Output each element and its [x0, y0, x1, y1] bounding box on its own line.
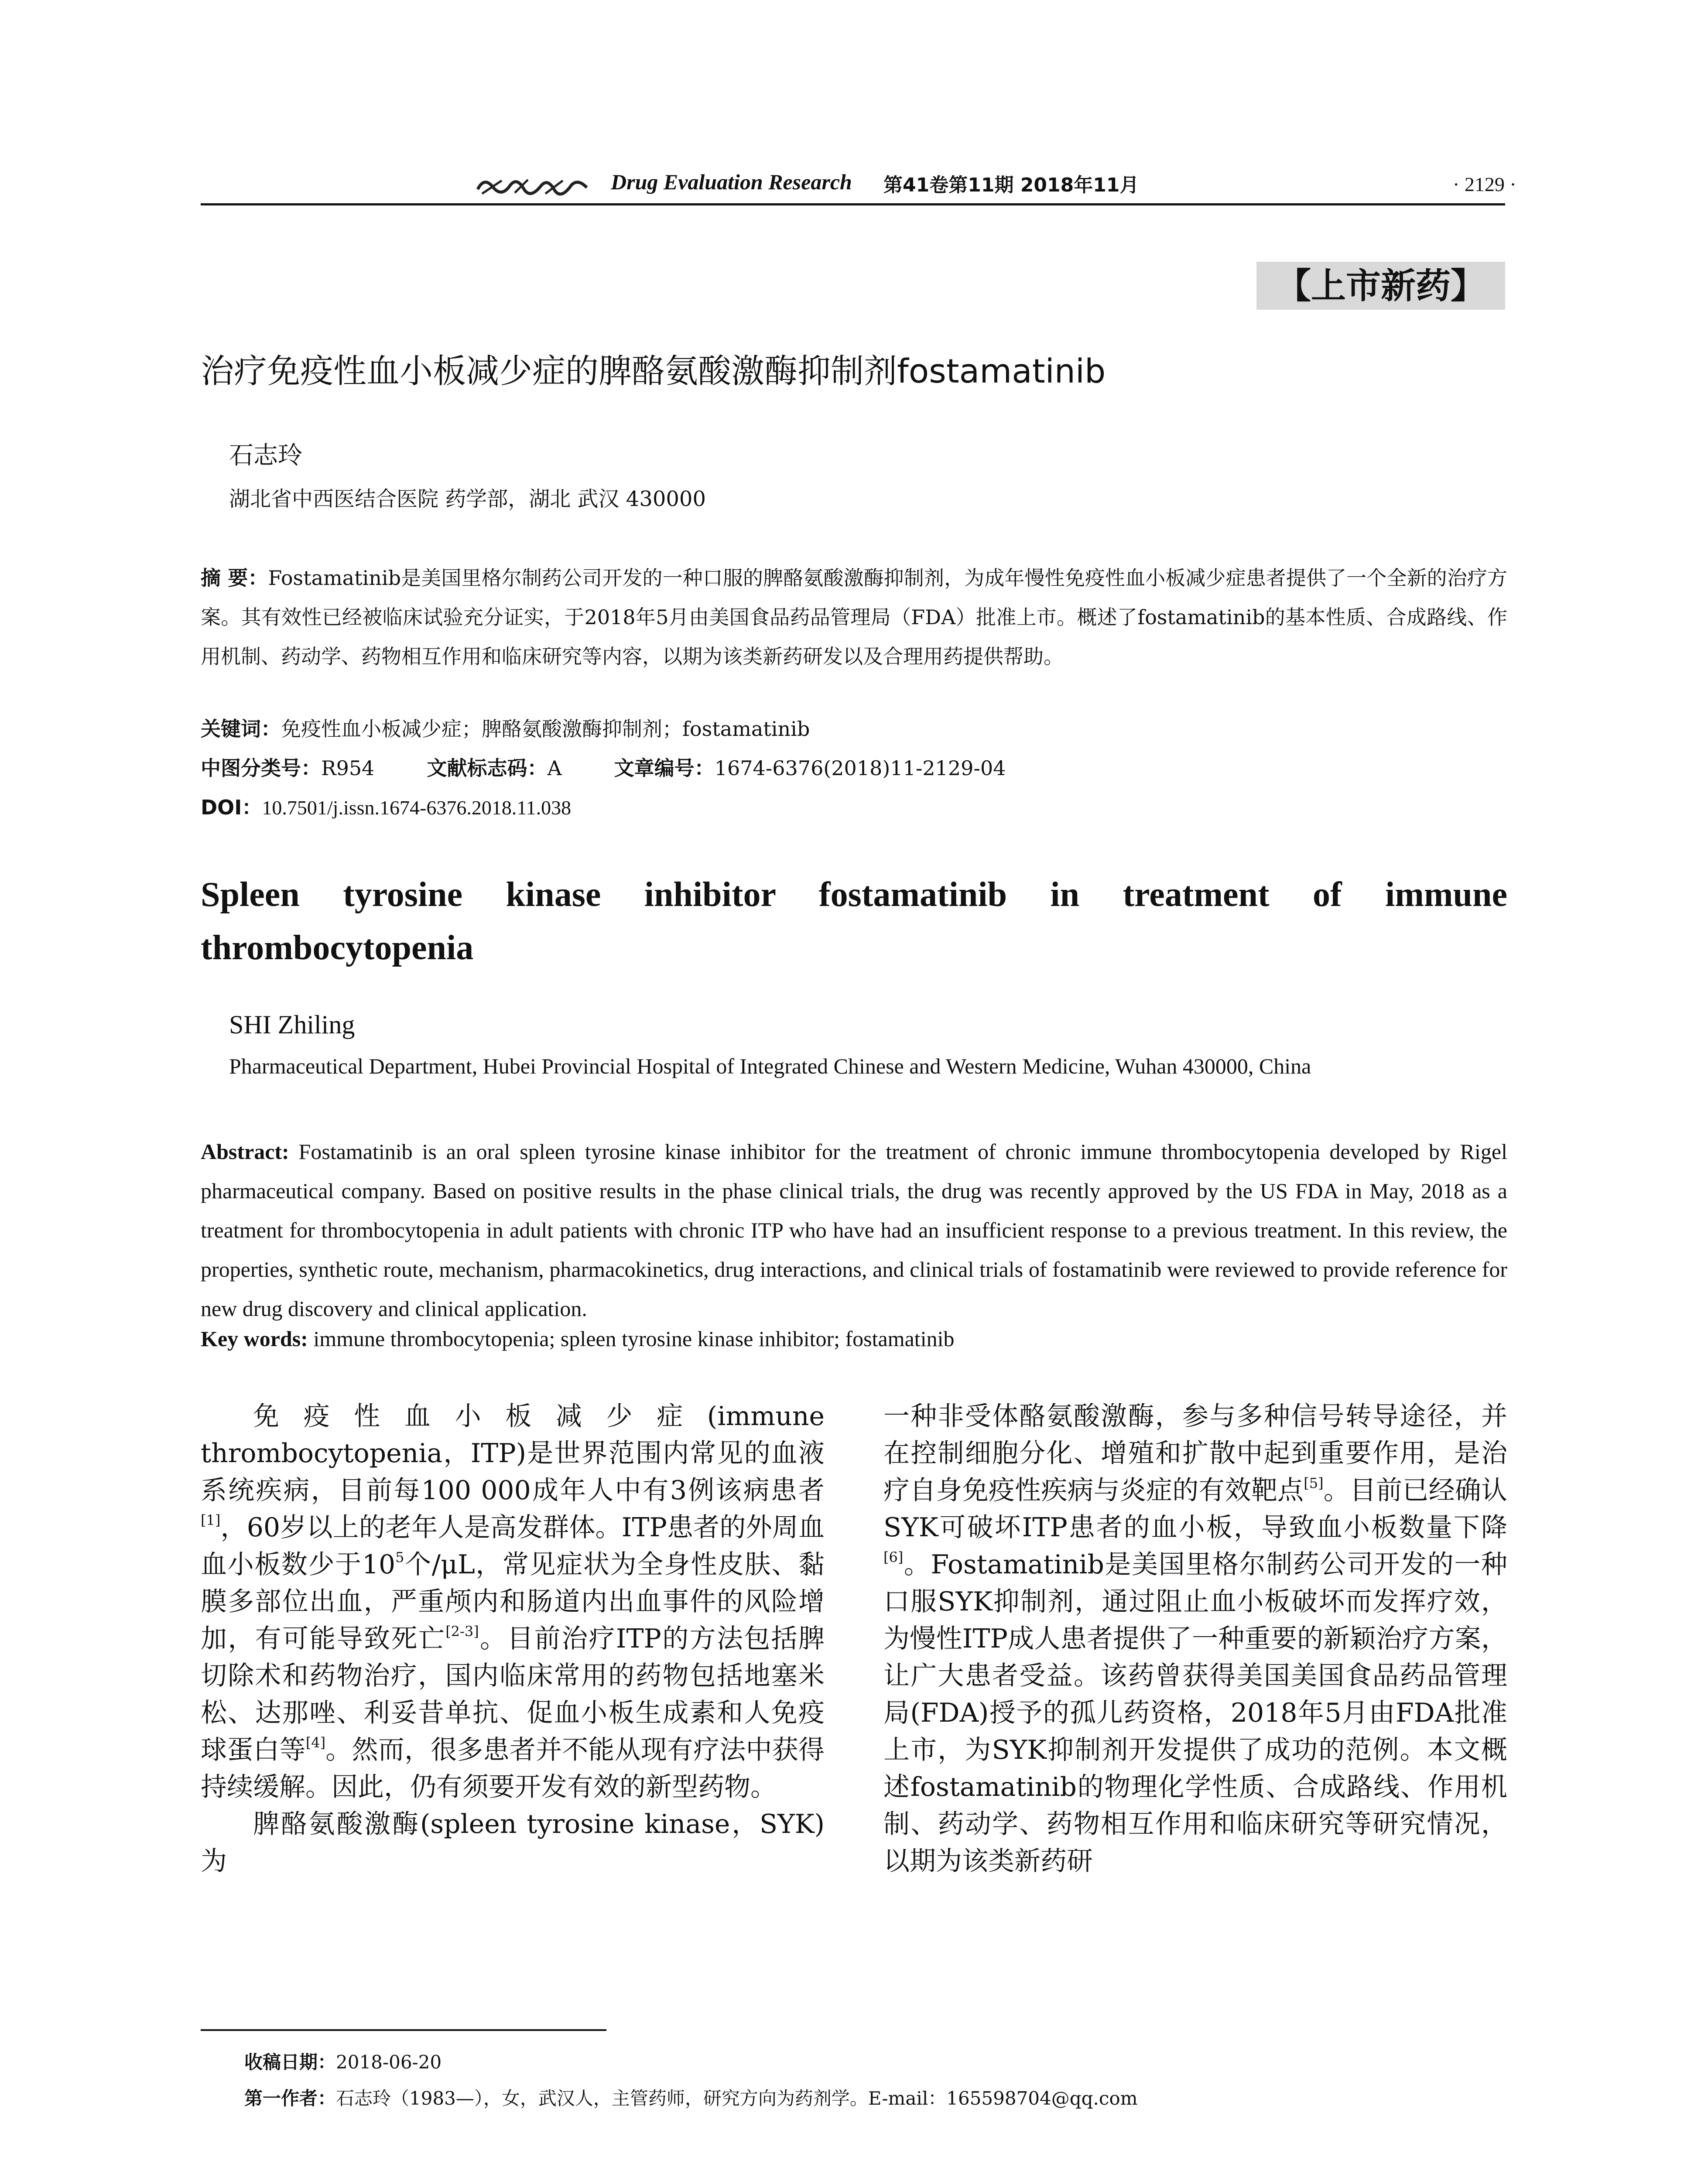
chinese-author: 石志玲: [229, 441, 302, 470]
chinese-affiliation: 湖北省中西医结合医院 药学部，湖北 武汉 430000: [229, 487, 706, 511]
abstract-text: Fostamatinib是美国里格尔制药公司开发的一种口服的脾酪氨酸激酶抑制剂，为成年慢性免疫性血小板减少症患者提供了一个全新的治疗方案。其有效性已经被临床试验充分证实，于2018年5月由美国食品药品管理局（FDA）批准上市。概述了fostamatinib的基本性质、合成路线、作用机制、药动学、药物相互作用和临床研究等内容，以期为该类新药研发以及合理用药提供帮助。: [201, 566, 1508, 668]
first-author-info: 石志玲（1983—），女，武汉人，主管药师，研究方向为药剂学。E-mail：165598704@qq.com: [336, 2088, 1138, 2109]
keywords-label: 关键词：: [201, 717, 281, 741]
first-author-label: 第一作者：: [244, 2088, 336, 2109]
en-keywords-label: Key words:: [201, 1326, 308, 1351]
body-paragraph: 一种非受体酪氨酸激酶，参与多种信号转导途径，并在控制细胞分化、增殖和扩散中起到重要作用，是治疗自身免疫性疾病与炎症的有效靶点[5]。目前已经确认SYK可破坏ITP患者的血小板，导致血小板数量下降[6]。Fostamatinib是美国里格尔制药公司开发的一种口服SYK抑制剂，通过阻止血小板破坏而发挥疗效，为慢性ITP成人患者提供了一种重要的新颖治疗方案，让广大患者受益。该药曾获得美国美国食品药品管理局(FDA)授予的孤儿药资格，2018年5月由FDA批准上市，为SYK抑制剂开发提供了成功的范例。本文概述fostamatinib的物理化学性质、合成路线、作用机制、药动学、药物相互作用和临床研究等研究情况，以期为该类新药研: [883, 1401, 1507, 1877]
body-paragraph: 免疫性血小板减少症(immune thrombocytopenia，ITP)是世界范围内常见的血液系统疾病，目前每100 000成年人中有3例该病患者[1]，60岁以上的老年人是高发群体。ITP患者的外周血血小板数少于$10^5$个/μL，常见症状为全身性皮肤、黏膜多部位出血，严重颅内和肠道内出血事件的风险增加，有可能导致死亡[2-3]。目前治疗ITP的方法包括脾切除术和药物治疗，国内临床常用的药物包括地塞米松、达那唑、利妥昔单抗、促血小板生成素和人免疫球蛋白等[4]。然而，很多患者并不能从现有疗法中获得持续缓解。因此，仍有须要开发有效的新型药物。: [201, 1401, 825, 1802]
received-label: 收稿日期：: [244, 2051, 336, 2073]
citation[interactable]: [1]: [201, 1512, 221, 1528]
clc-label: 中图分类号：: [201, 756, 321, 780]
doi-line: [201, 792, 571, 820]
running-header: [201, 169, 1509, 204]
page-number: · 2129 ·: [1453, 173, 1516, 195]
superscript: 5: [395, 1549, 404, 1566]
received-value: 2018-06-20: [336, 2051, 442, 2073]
doc-code-label: 文献标志码：: [427, 756, 548, 780]
body-column-left: [201, 1398, 825, 1880]
classification-line: [201, 752, 1006, 781]
citation[interactable]: [2-3]: [445, 1623, 479, 1640]
citation[interactable]: [6]: [883, 1549, 904, 1566]
doc-code-value: A: [547, 756, 562, 780]
abstract-label: 摘 要：: [201, 566, 268, 590]
en-abstract-label: Abstract:: [201, 1139, 289, 1164]
clc-value: R954: [321, 756, 375, 780]
journal-logo: [476, 172, 589, 198]
doi-label: DOI：: [201, 796, 262, 819]
header-rule: [201, 203, 1505, 205]
section-tag: 【上市新药】: [1256, 262, 1505, 310]
chinese-keywords: [201, 713, 810, 742]
en-keywords-text: immune thrombocytopenia; spleen tyrosine kinase inhibitor; fostamatinib: [313, 1326, 955, 1351]
body-column-right: [883, 1398, 1507, 1880]
keywords-text: 免疫性血小板减少症；脾酪氨酸激酶抑制剂；fostamatinib: [281, 717, 810, 741]
received-date: [244, 2048, 442, 2074]
citation[interactable]: [4]: [305, 1734, 326, 1751]
english-title: Spleen tyrosine kinase inhibitor fostamatinib in treatment of immune thrombocytopenia: [201, 875, 1507, 967]
chinese-abstract: [201, 558, 1507, 676]
english-abstract: [201, 1132, 1507, 1328]
article-no-value: 1674-6376(2018)11-2129-04: [714, 756, 1006, 780]
article-no-label: 文章编号：: [614, 756, 715, 780]
footnote-rule: [201, 2029, 606, 2031]
english-affiliation: Pharmaceutical Department, Hubei Provincial Hospital of Integrated Chinese and Western Medicine, Wuhan 430000, China: [229, 1054, 1311, 1078]
issue-info: 第41卷第11期 2018年11月: [883, 174, 1139, 196]
first-author-note: [244, 2084, 1138, 2110]
english-author: SHI Zhiling: [229, 1010, 355, 1039]
doi-value: 10.7501/j.issn.1674-6376.2018.11.038: [262, 797, 572, 819]
chinese-title: 治疗免疫性血小板减少症的脾酪氨酸激酶抑制剂fostamatinib: [201, 352, 1106, 390]
body-paragraph: 脾酪氨酸激酶(spleen tyrosine kinase，SYK)为: [201, 1809, 825, 1877]
english-keywords: [201, 1326, 954, 1351]
en-abstract-text: Fostamatinib is an oral spleen tyrosine kinase inhibitor for the treatment of chronic immune thrombocytopenia developed by Rigel pharmaceutical company. Based on positive results in the phase clinical trials, the drug was recently approved by the US FDA in May, 2018 as a treatment for thrombocytopenia in adult patients with chronic ITP who have had an insufficient response to a previous treatment. In this review, the properties, synthetic route, mechanism, pharmacokinetics, drug interactions, and clinical trials of fostamatinib were reviewed to provide reference for new drug discovery and clinical application.: [201, 1139, 1507, 1321]
journal-name: Drug Evaluation Research: [611, 170, 852, 194]
citation[interactable]: [5]: [1304, 1475, 1324, 1491]
